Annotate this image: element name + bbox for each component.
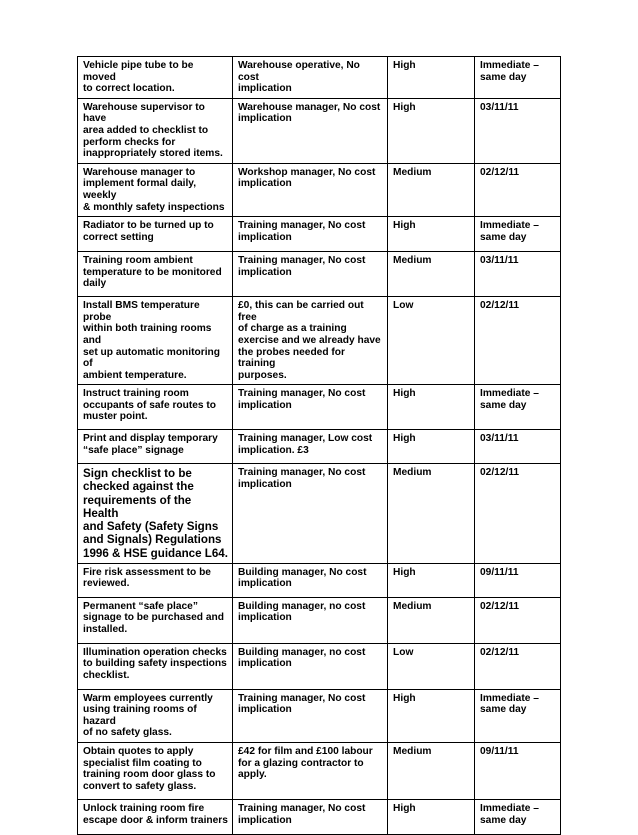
- priority-cell: High: [388, 800, 475, 835]
- target-date-cell: Immediate – same day: [475, 800, 561, 835]
- table-row: [78, 643, 561, 689]
- target-date-cell: 03/11/11: [475, 252, 561, 297]
- responsibility-cost-cell: Training manager, No cost implication: [233, 217, 388, 252]
- target-date-cell: 09/11/11: [475, 563, 561, 597]
- priority-cell: High: [388, 385, 475, 430]
- responsibility-cost-cell: Training manager, No cost implication: [233, 689, 388, 742]
- priority-cell: Medium: [388, 464, 475, 563]
- action-cell: Print and display temporary “safe place” signage: [78, 430, 233, 464]
- responsibility-cost-cell: Training manager, No cost implication: [233, 252, 388, 297]
- action-cell: Vehicle pipe tube to be moved to correct location.: [78, 57, 233, 99]
- action-cell: Unlock training room fire escape door & inform trainers: [78, 800, 233, 835]
- table-row: [78, 252, 561, 297]
- priority-cell: Low: [388, 643, 475, 689]
- table-row: [78, 163, 561, 216]
- action-cell: Permanent “safe place” signage to be purchased and installed.: [78, 597, 233, 643]
- action-cell: Warehouse supervisor to have area added to checklist to perform checks for inappropriately stored items.: [78, 98, 233, 163]
- responsibility-cost-cell: Building manager, no cost implication: [233, 597, 388, 643]
- action-cell: Fire risk assessment to be reviewed.: [78, 563, 233, 597]
- priority-cell: High: [388, 57, 475, 99]
- table-row: [78, 98, 561, 163]
- target-date-cell: 02/12/11: [475, 297, 561, 385]
- target-date-cell: Immediate – same day: [475, 217, 561, 252]
- table-row: [78, 297, 561, 385]
- target-date-cell: Immediate – same day: [475, 57, 561, 99]
- target-date-cell: Immediate – same day: [475, 689, 561, 742]
- action-cell: Illumination operation checks to building safety inspections checklist.: [78, 643, 233, 689]
- table-row: [78, 217, 561, 252]
- table-row: [78, 385, 561, 430]
- action-cell: Warm employees currently using training rooms of hazard of no safety glass.: [78, 689, 233, 742]
- table-row: [78, 597, 561, 643]
- responsibility-cost-cell: Warehouse manager, No cost implication: [233, 98, 388, 163]
- target-date-cell: 02/12/11: [475, 597, 561, 643]
- target-date-cell: 03/11/11: [475, 98, 561, 163]
- action-cell: Training room ambient temperature to be monitored daily: [78, 252, 233, 297]
- priority-cell: High: [388, 689, 475, 742]
- action-cell: Warehouse manager to implement formal daily, weekly & monthly safety inspections: [78, 163, 233, 216]
- priority-cell: High: [388, 98, 475, 163]
- table-row: [78, 743, 561, 800]
- action-plan-table-body: [78, 57, 561, 835]
- priority-cell: High: [388, 430, 475, 464]
- responsibility-cost-cell: Training manager, No cost implication: [233, 800, 388, 835]
- priority-cell: Medium: [388, 252, 475, 297]
- action-cell: Instruct training room occupants of safe routes to muster point.: [78, 385, 233, 430]
- priority-cell: Medium: [388, 743, 475, 800]
- action-plan-table: [77, 56, 561, 835]
- target-date-cell: 02/12/11: [475, 464, 561, 563]
- responsibility-cost-cell: Training manager, Low cost implication. £3: [233, 430, 388, 464]
- action-cell: Obtain quotes to apply specialist film coating to training room door glass to convert to safety glass.: [78, 743, 233, 800]
- responsibility-cost-cell: £42 for film and £100 labour for a glazing contractor to apply.: [233, 743, 388, 800]
- table-row: [78, 57, 561, 99]
- target-date-cell: Immediate – same day: [475, 385, 561, 430]
- table-row: [78, 800, 561, 835]
- responsibility-cost-cell: Building manager, no cost implication: [233, 643, 388, 689]
- responsibility-cost-cell: Training manager, No cost implication: [233, 464, 388, 563]
- action-cell: Install BMS temperature probe within both training rooms and set up automatic monitoring of ambient temperature.: [78, 297, 233, 385]
- action-cell: Sign checklist to be checked against the requirements of the Health and Safety (Safety Signs and Signals) Regulations 1996 & HSE guidance L64.: [78, 464, 233, 563]
- target-date-cell: 03/11/11: [475, 430, 561, 464]
- target-date-cell: 02/12/11: [475, 163, 561, 216]
- priority-cell: Low: [388, 297, 475, 385]
- priority-cell: Medium: [388, 163, 475, 216]
- target-date-cell: 02/12/11: [475, 643, 561, 689]
- table-row: [78, 689, 561, 742]
- table-row: [78, 563, 561, 597]
- responsibility-cost-cell: Training manager, No cost implication: [233, 385, 388, 430]
- priority-cell: High: [388, 217, 475, 252]
- responsibility-cost-cell: Building manager, No cost implication: [233, 563, 388, 597]
- responsibility-cost-cell: Warehouse operative, No cost implication: [233, 57, 388, 99]
- table-row: [78, 430, 561, 464]
- priority-cell: High: [388, 563, 475, 597]
- responsibility-cost-cell: Workshop manager, No cost implication: [233, 163, 388, 216]
- action-cell: Radiator to be turned up to correct setting: [78, 217, 233, 252]
- priority-cell: Medium: [388, 597, 475, 643]
- table-row: [78, 464, 561, 563]
- target-date-cell: 09/11/11: [475, 743, 561, 800]
- responsibility-cost-cell: £0, this can be carried out free of charge as a training exercise and we already have the probes needed for training purposes.: [233, 297, 388, 385]
